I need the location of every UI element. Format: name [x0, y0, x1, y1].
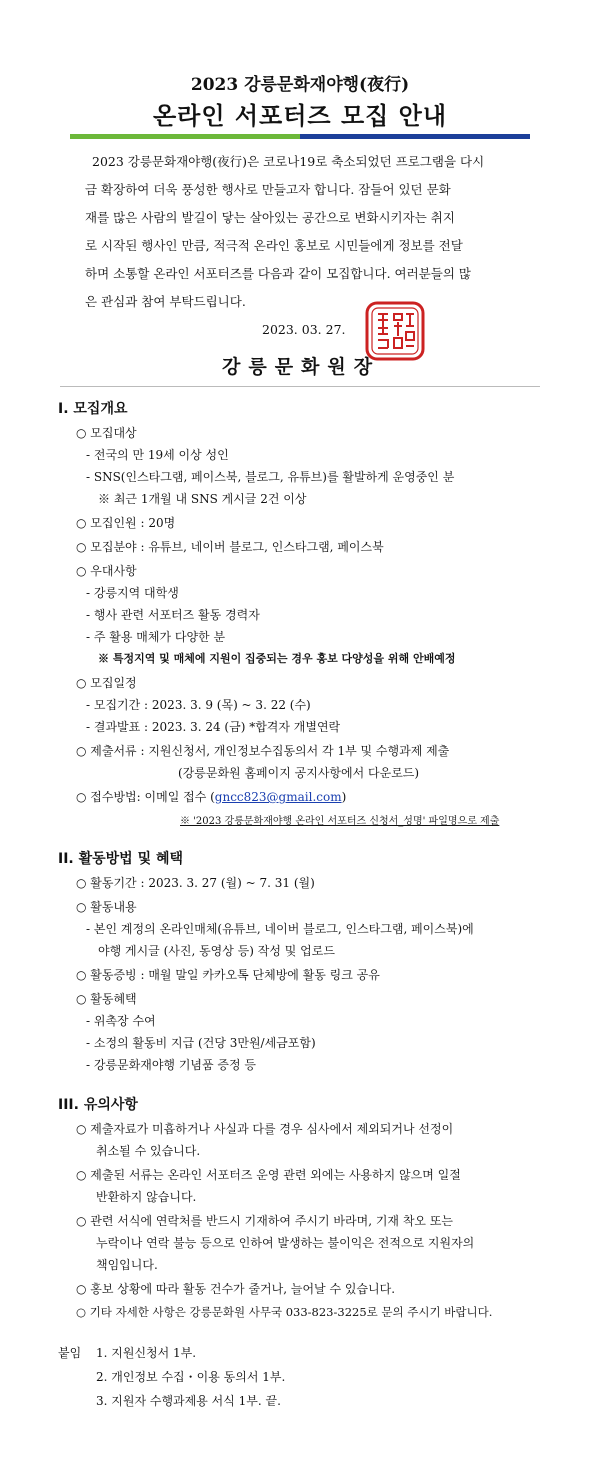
- intro-line: 은 관심과 참여 부탁드립니다.: [85, 294, 246, 309]
- attachment-item: 1. 지원신청서 1부.: [96, 1346, 197, 1360]
- intro-line: 재를 많은 사람의 발길이 닿는 살아있는 공간으로 변화시키자는 취지: [85, 210, 455, 225]
- list-item: ○ 활동기간 : 2023. 3. 27 (월) ~ 7. 31 (월): [76, 876, 315, 890]
- list-item: - 전국의 만 19세 이상 성인: [86, 448, 229, 462]
- list-item: ○ 기타 자세한 사항은 강릉문화원 사무국 033-823-3225로 문의 주시기 바랍니다.: [76, 1305, 493, 1319]
- list-item: ○ 우대사항: [76, 564, 137, 578]
- list-item: ○ 모집일정: [76, 676, 137, 690]
- note-filename: ※ '2023 강릉문화재야행 온라인 서포터즈 신청서_성명' 파일명으로 제출: [180, 816, 500, 827]
- sender-name: 강릉문화원장: [222, 356, 381, 378]
- list-item: - 행사 관련 서포터즈 활동 경력자: [86, 608, 260, 622]
- list-item: - 강릉지역 대학생: [86, 586, 179, 600]
- intro-line: 로 시작된 행사인 만큼, 적극적 온라인 홍보로 시민들에게 정보를 전달: [85, 238, 463, 253]
- list-item: ○ 제출서류 : 지원신청서, 개인정보수집동의서 각 1부 및 수행과제 제출: [76, 744, 450, 758]
- section-heading-activities: II. 활동방법 및 혜택: [58, 851, 184, 867]
- email-close: ): [341, 790, 347, 804]
- page-title: 온라인 서포터즈 모집 안내: [152, 102, 448, 130]
- underline-blue: [300, 134, 530, 139]
- list-item: ※ 최근 1개월 내 SNS 게시글 2건 이상: [98, 492, 307, 506]
- list-item: - SNS(인스타그램, 페이스북, 블로그, 유튜브)를 활발하게 운영중인 분: [86, 470, 455, 484]
- list-item: ○ 관련 서식에 연락처를 반드시 기재하여 주시기 바라며, 기재 착오 또는: [76, 1214, 454, 1228]
- list-item: ○ 모집분야 : 유튜브, 네이버 블로그, 인스타그램, 페이스북: [76, 540, 384, 554]
- intro-line: 금 확장하여 더욱 풍성한 행사로 만들고자 합니다. 잠들어 있던 문화: [85, 182, 451, 197]
- list-item: - 주 활용 매체가 다양한 분: [86, 630, 226, 644]
- section-heading-recruitment: I. 모집개요: [58, 401, 128, 417]
- list-item: 취소될 수 있습니다.: [96, 1144, 201, 1158]
- list-item: ○ 제출자료가 미흡하거나 사실과 다를 경우 심사에서 제외되거나 선정이: [76, 1122, 454, 1136]
- list-item: - 소정의 활동비 지급 (건당 3만원/세금포함): [86, 1036, 316, 1050]
- list-item: 누락이나 연락 불능 등으로 인하여 발생하는 불이익은 전적으로 지원자의: [96, 1236, 475, 1250]
- list-item: - 모집기간 : 2023. 3. 9 (목) ~ 3. 22 (수): [86, 698, 311, 712]
- list-item: - 강릉문화재야행 기념품 증정 등: [86, 1058, 257, 1072]
- list-item: ○ 활동증빙 : 매월 말일 카카오톡 단체방에 활동 링크 공유: [76, 968, 380, 982]
- list-item: 책임입니다.: [96, 1258, 158, 1272]
- attachments-label: 붙임: [58, 1346, 82, 1360]
- list-item: - 결과발표 : 2023. 3. 24 (금) *합격자 개별연락: [86, 720, 341, 734]
- divider: [60, 386, 540, 387]
- title-underline: [70, 134, 530, 139]
- underline-green: [70, 134, 300, 139]
- list-item: ○ 활동혜택: [76, 992, 137, 1006]
- document-date: 2023. 03. 27.: [262, 322, 346, 337]
- title-line1: 2023 강릉문화재야행(夜行): [190, 75, 410, 95]
- list-item: ○ 제출된 서류는 온라인 서포터즈 운영 관련 외에는 사용하지 않으며 일절: [76, 1168, 461, 1182]
- list-item: 야행 게시글 (사진, 동영상 등) 작성 및 업로드: [98, 944, 335, 958]
- section-heading-notes: III. 유의사항: [58, 1097, 138, 1113]
- list-item: - 본인 계정의 온라인매체(유튜브, 네이버 블로그, 인스타그램, 페이스북)에: [86, 922, 474, 936]
- list-item: ○ 모집대상: [76, 426, 137, 440]
- note-bold: ※ 특정지역 및 매체에 지원이 집중되는 경우 홍보 다양성을 위해 안배예정: [98, 652, 456, 665]
- email-label: ○ 접수방법: 이메일 접수 (: [76, 790, 215, 804]
- intro-line: 하며 소통할 온라인 서포터즈를 다음과 같이 모집합니다. 여러분들의 많: [85, 266, 471, 281]
- list-item: ○ 모집인원 : 20명: [76, 516, 176, 530]
- list-item: - 위촉장 수여: [86, 1014, 156, 1028]
- list-item: 반환하지 않습니다.: [96, 1190, 197, 1204]
- list-item: (강릉문화원 홈페이지 공지사항에서 다운로드): [178, 766, 420, 780]
- intro-line: 2023 강릉문화재야행(夜行)은 코로나19로 축소되었던 프로그램을 다시: [92, 154, 485, 169]
- list-item: [76, 788, 346, 805]
- list-item: ○ 홍보 상황에 따라 활동 건수가 줄거나, 늘어날 수 있습니다.: [76, 1282, 396, 1296]
- attachment-item: 3. 지원자 수행과제용 서식 1부. 끝.: [96, 1394, 281, 1408]
- email-link[interactable]: gncc823@gmail.com: [214, 790, 342, 804]
- attachment-item: 2. 개인정보 수집・이용 동의서 1부.: [96, 1370, 286, 1384]
- list-item: ○ 활동내용: [76, 900, 137, 914]
